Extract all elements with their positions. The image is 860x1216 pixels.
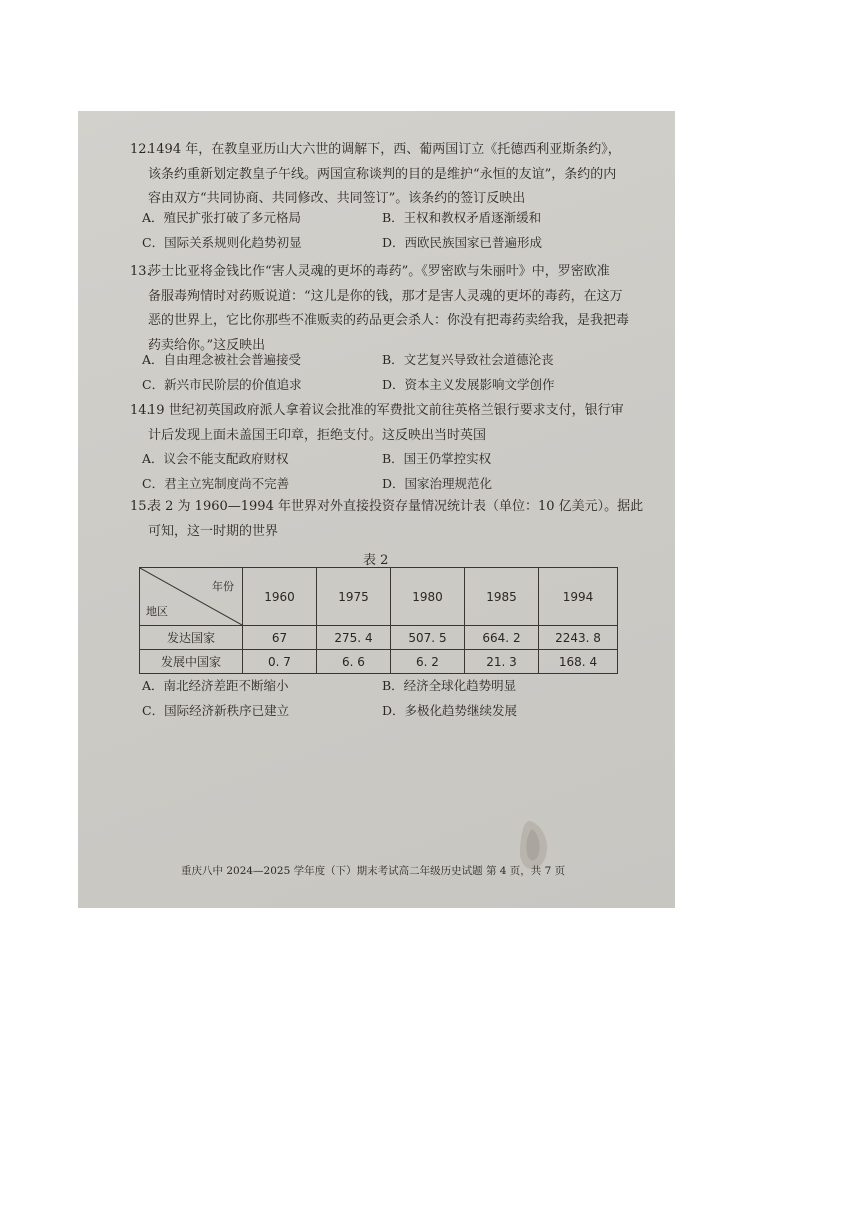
options-13 xyxy=(142,348,622,397)
option-b: B．国王仍掌控实权 xyxy=(382,451,492,466)
option-b: B．经济全球化趋势明显 xyxy=(382,678,517,693)
option-c: C．新兴市民阶层的价值追求 xyxy=(142,376,302,392)
option-c: C．国际经济新秩序已建立 xyxy=(142,702,290,718)
table-header-row xyxy=(140,568,618,626)
question-text-line: 备服毒殉情时对药贩说道：“这儿是你的钱，那才是害人灵魂的更坏的毒药，在这万 xyxy=(148,288,623,304)
option-c: C．国际关系规则化趋势初显 xyxy=(142,234,302,250)
value-cell: 664. 2 xyxy=(465,626,539,650)
option-a: A．议会不能支配政府财权 xyxy=(142,451,289,466)
options-15 xyxy=(142,674,622,723)
value-cell: 0. 7 xyxy=(243,650,317,674)
question-text-line: 该条约重新划定教皇子午线。两国宣称谈判的目的是维护“永恒的友谊”，条约的内 xyxy=(148,166,617,182)
options-14 xyxy=(142,447,622,496)
table-corner-cell xyxy=(140,568,243,626)
question-number: 12. xyxy=(130,142,151,157)
option-b: B．文艺复兴导致社会道德沦丧 xyxy=(382,352,554,367)
question-text-line: 表 2 为 1960—1994 年世界对外直接投资存量情况统计表（单位：10 亿美元）。据此 xyxy=(148,499,644,514)
option-b: B．王权和教权矛盾逐渐缓和 xyxy=(382,210,542,225)
option-d: D．国家治理规范化 xyxy=(382,475,493,491)
option-c: C．君主立宪制度尚不完善 xyxy=(142,475,290,491)
value-cell: 6. 6 xyxy=(317,650,391,674)
question-15 xyxy=(130,495,644,544)
page-footer: 重庆八中 2024—2025 学年度（下）期末考试高二年级历史试题 第 4 页，共 7 页 xyxy=(181,865,566,877)
value-cell: 275. 4 xyxy=(317,626,391,650)
option-a: A．南北经济差距不断缩小 xyxy=(142,678,289,693)
option-d: D．资本主义发展影响文学创作 xyxy=(382,376,555,392)
photographed-page xyxy=(78,111,675,908)
question-13 xyxy=(130,260,630,358)
table-row xyxy=(140,650,618,674)
question-number: 13. xyxy=(130,264,151,279)
year-header: 1975 xyxy=(317,568,391,626)
corner-label-region: 地区 xyxy=(146,605,168,618)
question-14 xyxy=(130,399,630,448)
option-d: D．多极化趋势继续发展 xyxy=(382,702,518,718)
year-header: 1980 xyxy=(391,568,465,626)
question-text-line: 1494 年，在教皇亚历山大六世的调解下，西、葡两国订立《托德西利亚斯条约》， xyxy=(148,142,621,157)
question-text-line: 容由双方“共同协商、共同修改、共同签订”。该条约的签订反映出 xyxy=(148,191,526,206)
year-header: 1994 xyxy=(539,568,618,626)
option-d: D．西欧民族国家已普遍形成 xyxy=(382,234,543,250)
statistics-table xyxy=(139,567,618,674)
value-cell: 6. 2 xyxy=(391,650,465,674)
option-a: A．自由理念被社会普遍接受 xyxy=(142,352,302,367)
region-cell: 发达国家 xyxy=(140,626,243,650)
question-12 xyxy=(130,138,630,212)
question-number: 14. xyxy=(130,403,151,418)
table-caption: 表 2 xyxy=(363,553,389,568)
corner-label-year: 年份 xyxy=(212,580,234,593)
question-text-line: 19 世纪初英国政府派人拿着议会批准的军费批文前往英格兰银行要求支付，银行审 xyxy=(148,403,624,418)
options-12 xyxy=(142,206,622,255)
year-header: 1985 xyxy=(465,568,539,626)
table-row xyxy=(140,626,618,650)
value-cell: 507. 5 xyxy=(391,626,465,650)
value-cell: 21. 3 xyxy=(465,650,539,674)
question-text-line: 药卖给你。”这反映出 xyxy=(148,337,266,353)
value-cell: 2243. 8 xyxy=(539,626,618,650)
value-cell: 168. 4 xyxy=(539,650,618,674)
question-text-line: 恶的世界上，它比你那些不准贩卖的药品更会杀人：你没有把毒药卖给我，是我把毒 xyxy=(148,313,630,328)
value-cell: 67 xyxy=(243,626,317,650)
question-text-line: 计后发现上面未盖国王印章，拒绝支付。这反映出当时英国 xyxy=(148,427,487,443)
year-header: 1960 xyxy=(243,568,317,626)
option-a: A．殖民扩张打破了多元格局 xyxy=(142,210,302,225)
region-cell: 发展中国家 xyxy=(140,650,243,674)
question-text-line: 莎士比亚将金钱比作“害人灵魂的更坏的毒药”。《罗密欧与朱丽叶》中，罗密欧准 xyxy=(148,264,610,279)
question-number: 15. xyxy=(130,499,151,514)
question-text-line: 可知，这一时期的世界 xyxy=(148,523,279,539)
